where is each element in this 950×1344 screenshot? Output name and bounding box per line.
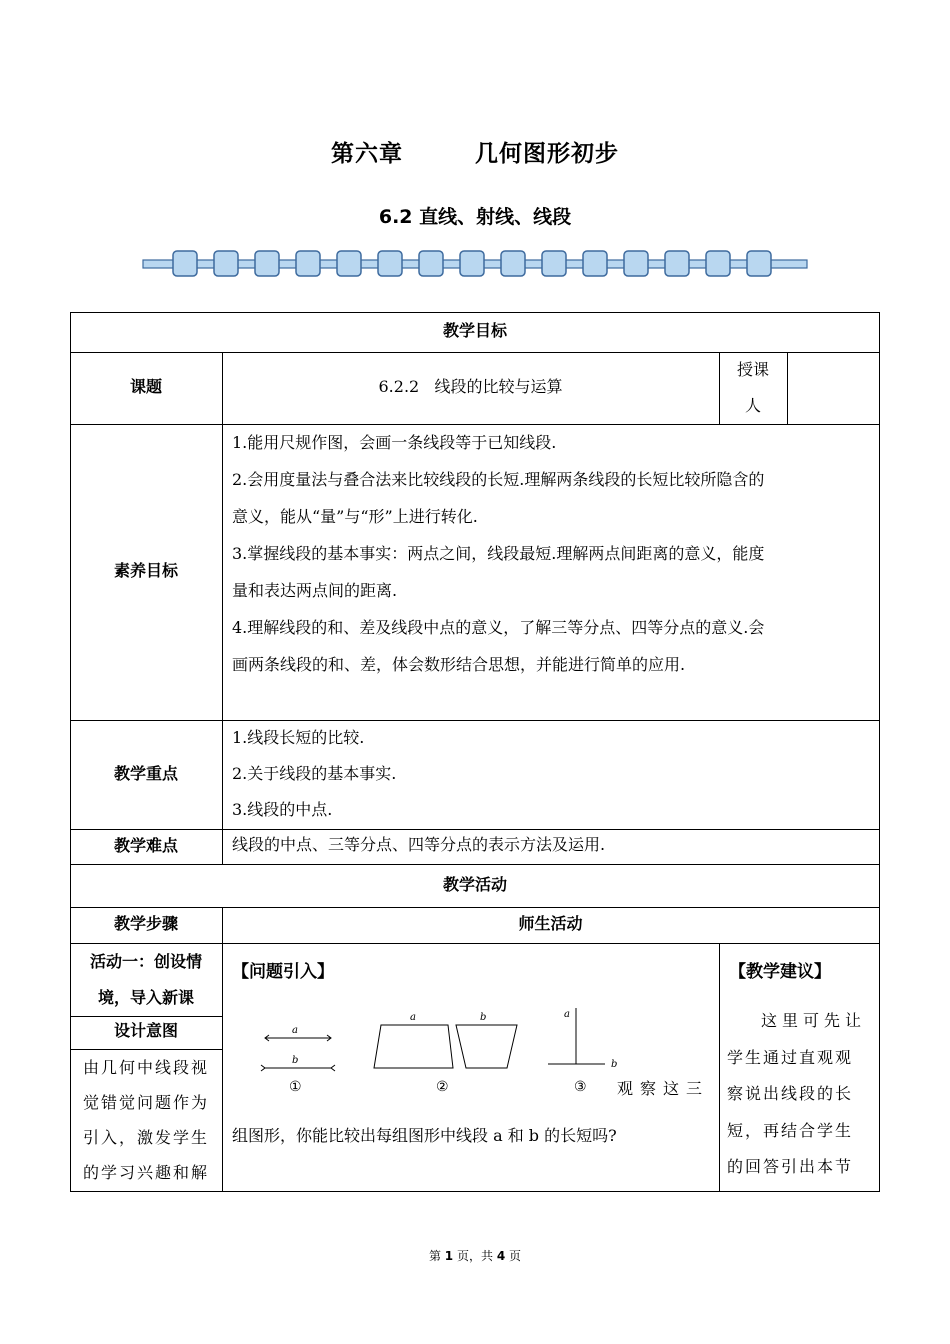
difficulty-value: 线段的中点、三等分点、四等分点的表示方法及运用. [232,835,606,854]
suggest-text [727,1003,877,1186]
figure-number-2: ② [436,1079,449,1095]
teacher-label [719,352,787,424]
activity1-line: 境，导入新课 [97,988,194,1007]
suggest-line: 的回答引出本节 [727,1157,854,1176]
key-line: 2.关于线段的基本事实. [232,764,397,783]
topic-label: 课题 [129,377,162,396]
literacy-line: 画两条线段的和、差，体会数形结合思想，并能进行简单的应用. [232,655,686,674]
key-line: 1.线段长短的比较. [232,728,365,747]
chain-bead [296,251,320,276]
teacher-label-line2: 人 [744,396,761,415]
design-line: 觉错觉问题作为 [82,1093,209,1112]
intro-heading: 【问题引入】 [232,962,334,982]
chain-bead [460,251,484,276]
activity1-line: 活动一：创设情 [89,952,202,971]
design-line: 引入，激发学生 [82,1128,209,1147]
chain-bead [173,251,197,276]
key-label: 教学重点 [113,764,178,783]
decorative-chain [141,248,809,282]
literacy-label: 素养目标 [113,561,178,580]
segment-figures [255,1000,630,1100]
chapter-number: 第六章 [331,141,403,167]
literacy-line: 2.会用度量法与叠合法来比较线段的长短.理解两条线段的长短比较所隐含的 [232,470,765,489]
activities-heading: 教学活动 [442,875,507,894]
literacy-line: 1.能用尺规作图，会画一条线段等于已知线段. [232,433,557,452]
activity1-title [70,943,222,1016]
design-intent [70,1049,222,1191]
page-total: 4 [496,1249,506,1263]
chain-bead [337,251,361,276]
suggest-line: 学生通过直观观 [727,1047,854,1067]
difficulty-label: 教学难点 [113,836,178,855]
label-a-fig1: a [292,1025,298,1036]
label-a-fig2: a [410,1012,416,1023]
key-points [232,720,877,829]
trapezoid-b [456,1025,517,1068]
literacy-line: 量和表达两点间的距离. [232,581,398,600]
label-b-fig1: b [292,1055,299,1066]
chain-bead [624,251,648,276]
chain-bead [706,251,730,276]
footer-prefix: 第 [428,1249,441,1263]
literacy-line: 意义，能从“量”与“形”上进行转化. [232,507,478,526]
chain-bead [583,251,607,276]
question-text: 组图形，你能比较出每组图形中线段 a 和 b 的长短吗? [232,1126,617,1145]
footer-suffix: 页 [509,1249,522,1263]
design-line: 由几何中线段视 [82,1058,209,1077]
arrow-in-right-icon [331,1065,335,1071]
teacher-label-line1: 授课 [736,360,769,379]
chain-bead [542,251,566,276]
chain-bead [501,251,525,276]
steps-label: 教学步骤 [113,914,178,933]
chapter-title [0,135,950,168]
literacy-line: 4.理解线段的和、差及线段中点的意义，了解三等分点、四等分点的意义.会 [232,618,765,637]
figure-number-3: ③ [574,1079,587,1095]
label-b-fig3: b [611,1059,618,1070]
key-line: 3.线段的中点. [232,800,333,819]
trapezoid-a [374,1025,453,1068]
chain-bead [419,251,443,276]
design-line: 的学习兴趣和解 [82,1163,209,1182]
chain-bead [214,251,238,276]
teacher-value [787,352,879,424]
suggest-line: 短，再结合学生 [727,1120,854,1140]
suggest-line: 这里可先让 [761,1011,867,1030]
literacy-goals [232,424,877,720]
figure-number-1: ① [289,1079,302,1095]
literacy-line: 3.掌握线段的基本事实：两点之间，线段最短.理解两点间距离的意义，能度 [232,544,765,563]
question-tail: 观察这三 [617,1079,710,1098]
chain-bead [378,251,402,276]
design-label: 设计意图 [113,1021,178,1040]
chain-bead [747,251,771,276]
chain-bead [255,251,279,276]
chain-bead [665,251,689,276]
teacher-student-label: 师生活动 [518,914,583,933]
footer-mid: 页，共 [456,1249,493,1263]
page-footer [0,1247,950,1264]
objectives-heading: 教学目标 [442,321,507,340]
page-number: 1 [444,1249,454,1263]
label-b-fig2: b [480,1012,487,1023]
suggest-line: 察说出线段的长 [727,1084,854,1103]
suggest-heading: 【教学建议】 [729,962,831,982]
section-title: 6.2 直线、射线、线段 [378,206,572,228]
chapter-name: 几何图形初步 [475,141,619,167]
topic-value: 6.2.2 线段的比较与运算 [378,377,563,396]
label-a-fig3: a [564,1009,570,1020]
